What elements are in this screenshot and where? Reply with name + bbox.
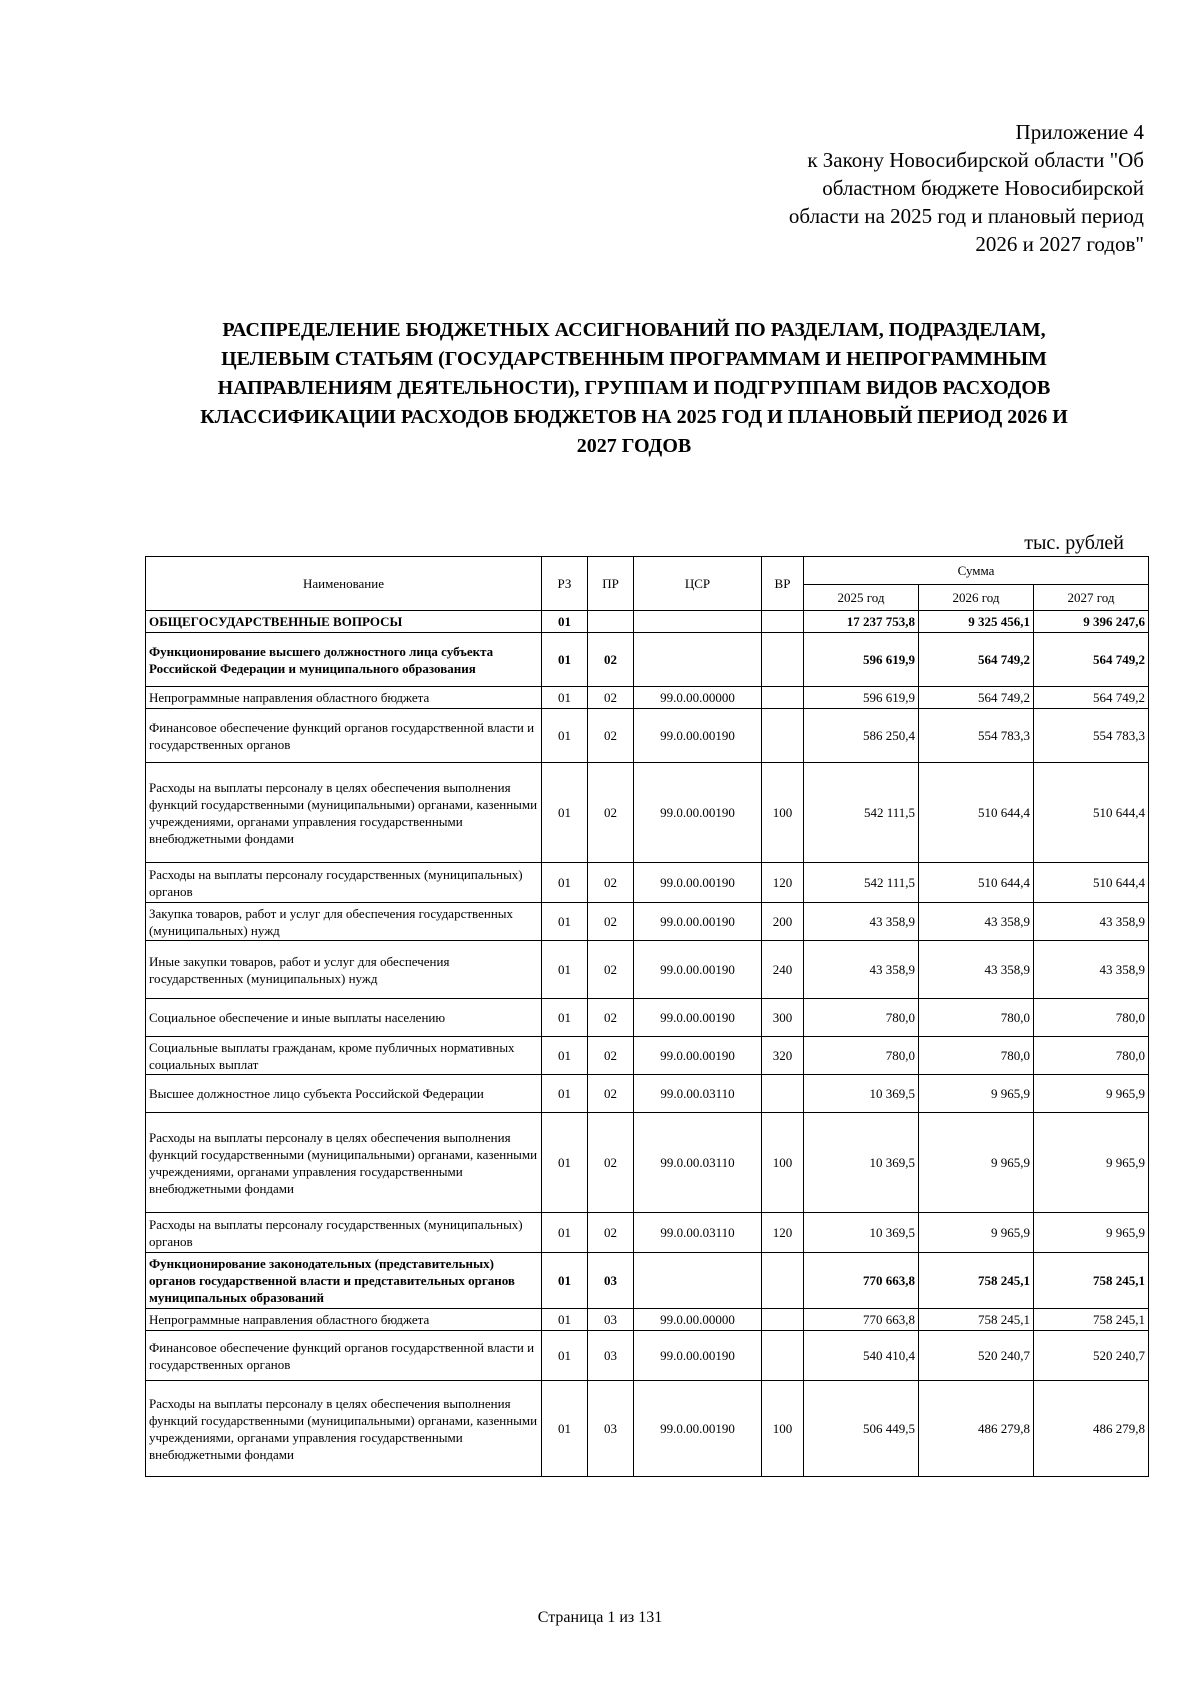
cell-pr [588, 611, 634, 633]
cell-pr: 02 [588, 687, 634, 709]
cell-pr: 02 [588, 941, 634, 999]
table-row [146, 941, 1149, 999]
cell-amount-2026: 554 783,3 [919, 709, 1034, 763]
cell-rz: 01 [542, 1253, 588, 1309]
header-rz: РЗ [542, 557, 588, 611]
cell-pr: 02 [588, 763, 634, 863]
cell-amount-2026: 758 245,1 [919, 1253, 1034, 1309]
cell-amount-2025: 770 663,8 [804, 1309, 919, 1331]
cell-rz: 01 [542, 999, 588, 1037]
cell-amount-2026: 486 279,8 [919, 1381, 1034, 1477]
cell-amount-2027: 9 965,9 [1034, 1113, 1149, 1213]
cell-amount-2025: 17 237 753,8 [804, 611, 919, 633]
cell-name: Финансовое обеспечение функций органов государственной власти и государственных органов [146, 709, 542, 763]
header-year-2027: 2027 год [1034, 585, 1149, 611]
cell-pr: 02 [588, 999, 634, 1037]
cell-rz: 01 [542, 611, 588, 633]
units-label: тыс. рублей [1024, 532, 1124, 554]
cell-amount-2025: 540 410,4 [804, 1331, 919, 1381]
cell-csr: 99.0.00.00190 [634, 1037, 762, 1075]
cell-amount-2026: 510 644,4 [919, 763, 1034, 863]
cell-amount-2027: 758 245,1 [1034, 1309, 1149, 1331]
table-row [146, 1213, 1149, 1253]
cell-pr: 03 [588, 1381, 634, 1477]
cell-csr: 99.0.00.03110 [634, 1213, 762, 1253]
cell-amount-2026: 9 965,9 [919, 1113, 1034, 1213]
table-row [146, 633, 1149, 687]
cell-csr: 99.0.00.03110 [634, 1113, 762, 1213]
table-row [146, 1113, 1149, 1213]
header-year-2026: 2026 год [919, 585, 1034, 611]
cell-rz: 01 [542, 1113, 588, 1213]
cell-amount-2026: 43 358,9 [919, 903, 1034, 941]
cell-name: ОБЩЕГОСУДАРСТВЕННЫЕ ВОПРОСЫ [146, 611, 542, 633]
table-row [146, 709, 1149, 763]
cell-csr: 99.0.00.03110 [634, 1075, 762, 1113]
table-row [146, 1331, 1149, 1381]
cell-csr: 99.0.00.00000 [634, 1309, 762, 1331]
cell-pr: 02 [588, 863, 634, 903]
cell-rz: 01 [542, 1075, 588, 1113]
annex-block [724, 118, 1144, 258]
cell-vr: 100 [762, 1113, 804, 1213]
cell-amount-2027: 510 644,4 [1034, 763, 1149, 863]
cell-name: Непрограммные направления областного бюджета [146, 687, 542, 709]
cell-amount-2025: 596 619,9 [804, 633, 919, 687]
cell-amount-2025: 542 111,5 [804, 863, 919, 903]
cell-vr: 200 [762, 903, 804, 941]
cell-rz: 01 [542, 903, 588, 941]
cell-amount-2025: 770 663,8 [804, 1253, 919, 1309]
cell-csr: 99.0.00.00190 [634, 1381, 762, 1477]
cell-amount-2025: 10 369,5 [804, 1213, 919, 1253]
cell-amount-2027: 780,0 [1034, 999, 1149, 1037]
cell-pr: 02 [588, 1113, 634, 1213]
cell-csr: 99.0.00.00190 [634, 1331, 762, 1381]
cell-vr [762, 1253, 804, 1309]
cell-amount-2026: 564 749,2 [919, 687, 1034, 709]
cell-pr: 02 [588, 1037, 634, 1075]
cell-csr: 99.0.00.00000 [634, 687, 762, 709]
cell-pr: 03 [588, 1253, 634, 1309]
title-line: КЛАССИФИКАЦИИ РАСХОДОВ БЮДЖЕТОВ НА 2025 ГОД И ПЛАНОВЫЙ ПЕРИОД 2026 И [200, 406, 1068, 428]
page-footer: Страница 1 из 131 [537, 1609, 663, 1626]
budget-table-body [146, 611, 1149, 1477]
cell-amount-2027: 43 358,9 [1034, 903, 1149, 941]
cell-amount-2025: 43 358,9 [804, 903, 919, 941]
table-row [146, 763, 1149, 863]
cell-amount-2025: 10 369,5 [804, 1113, 919, 1213]
cell-name: Функционирование высшего должностного лица субъекта Российской Федерации и муниципального образования [146, 633, 542, 687]
cell-amount-2027: 564 749,2 [1034, 633, 1149, 687]
cell-vr [762, 611, 804, 633]
title-line: НАПРАВЛЕНИЯМ ДЕЯТЕЛЬНОСТИ), ГРУППАМ И ПОДГРУППАМ ВИДОВ РАСХОДОВ [217, 377, 1051, 399]
table-row [146, 1253, 1149, 1309]
cell-rz: 01 [542, 633, 588, 687]
cell-amount-2025: 780,0 [804, 1037, 919, 1075]
cell-csr [634, 633, 762, 687]
cell-amount-2027: 520 240,7 [1034, 1331, 1149, 1381]
cell-csr: 99.0.00.00190 [634, 763, 762, 863]
cell-amount-2027: 554 783,3 [1034, 709, 1149, 763]
cell-vr: 100 [762, 763, 804, 863]
cell-amount-2026: 520 240,7 [919, 1331, 1034, 1381]
cell-name: Расходы на выплаты персоналу государственных (муниципальных) органов [146, 1213, 542, 1253]
annex-line: области на 2025 год и плановый период [788, 204, 1144, 228]
cell-amount-2026: 564 749,2 [919, 633, 1034, 687]
document-title [140, 316, 1128, 461]
cell-rz: 01 [542, 863, 588, 903]
cell-pr: 03 [588, 1309, 634, 1331]
table-row [146, 863, 1149, 903]
annex-line: областном бюджете Новосибирской [822, 176, 1144, 200]
cell-csr: 99.0.00.00190 [634, 903, 762, 941]
header-csr: ЦСР [634, 557, 762, 611]
cell-name: Расходы на выплаты персоналу в целях обеспечения выполнения функций государственными (муниципальными) органами, казенными учреждениями, органами управления государственными внебюджетными фондами [146, 1381, 542, 1477]
header-pr: ПР [588, 557, 634, 611]
cell-amount-2026: 43 358,9 [919, 941, 1034, 999]
cell-amount-2025: 780,0 [804, 999, 919, 1037]
cell-name: Расходы на выплаты персоналу государственных (муниципальных) органов [146, 863, 542, 903]
cell-name: Расходы на выплаты персоналу в целях обеспечения выполнения функций государственными (муниципальными) органами, казенными учреждениями, органами управления государственными внебюджетными фондами [146, 1113, 542, 1213]
header-sum: Сумма [804, 557, 1149, 585]
cell-csr: 99.0.00.00190 [634, 941, 762, 999]
cell-name: Финансовое обеспечение функций органов государственной власти и государственных органов [146, 1331, 542, 1381]
cell-amount-2027: 510 644,4 [1034, 863, 1149, 903]
cell-amount-2025: 596 619,9 [804, 687, 919, 709]
cell-rz: 01 [542, 941, 588, 999]
cell-amount-2026: 9 965,9 [919, 1075, 1034, 1113]
cell-vr: 120 [762, 863, 804, 903]
table-row [146, 1309, 1149, 1331]
header-name: Наименование [146, 557, 542, 611]
cell-rz: 01 [542, 1037, 588, 1075]
cell-csr: 99.0.00.00190 [634, 709, 762, 763]
cell-vr: 320 [762, 1037, 804, 1075]
cell-rz: 01 [542, 763, 588, 863]
cell-name: Закупка товаров, работ и услуг для обеспечения государственных (муниципальных) нужд [146, 903, 542, 941]
budget-table [145, 556, 1149, 1477]
cell-name: Иные закупки товаров, работ и услуг для обеспечения государственных (муниципальных) нужд [146, 941, 542, 999]
cell-amount-2026: 780,0 [919, 999, 1034, 1037]
cell-csr: 99.0.00.00190 [634, 999, 762, 1037]
table-row [146, 687, 1149, 709]
cell-name: Социальное обеспечение и иные выплаты населению [146, 999, 542, 1037]
cell-amount-2026: 510 644,4 [919, 863, 1034, 903]
cell-vr: 240 [762, 941, 804, 999]
cell-rz: 01 [542, 1309, 588, 1331]
cell-amount-2027: 9 965,9 [1034, 1213, 1149, 1253]
cell-pr: 02 [588, 633, 634, 687]
table-row [146, 1075, 1149, 1113]
cell-vr [762, 1331, 804, 1381]
cell-amount-2025: 43 358,9 [804, 941, 919, 999]
cell-amount-2026: 9 325 456,1 [919, 611, 1034, 633]
cell-csr [634, 611, 762, 633]
cell-amount-2026: 9 965,9 [919, 1213, 1034, 1253]
title-line: РАСПРЕДЕЛЕНИЕ БЮДЖЕТНЫХ АССИГНОВАНИЙ ПО РАЗДЕЛАМ, ПОДРАЗДЕЛАМ, [222, 319, 1046, 341]
cell-vr [762, 1309, 804, 1331]
cell-csr: 99.0.00.00190 [634, 863, 762, 903]
cell-amount-2027: 758 245,1 [1034, 1253, 1149, 1309]
cell-amount-2026: 780,0 [919, 1037, 1034, 1075]
cell-name: Высшее должностное лицо субъекта Российской Федерации [146, 1075, 542, 1113]
cell-rz: 01 [542, 709, 588, 763]
cell-vr [762, 1075, 804, 1113]
cell-amount-2027: 486 279,8 [1034, 1381, 1149, 1477]
table-row [146, 611, 1149, 633]
table-row [146, 1037, 1149, 1075]
cell-amount-2025: 10 369,5 [804, 1075, 919, 1113]
annex-line: к Закону Новосибирской области "Об [807, 148, 1144, 172]
cell-vr [762, 633, 804, 687]
cell-vr [762, 709, 804, 763]
cell-pr: 02 [588, 1075, 634, 1113]
cell-name: Непрограммные направления областного бюджета [146, 1309, 542, 1331]
cell-amount-2027: 564 749,2 [1034, 687, 1149, 709]
annex-line: 2026 и 2027 годов" [975, 232, 1144, 256]
cell-name: Социальные выплаты гражданам, кроме публичных нормативных социальных выплат [146, 1037, 542, 1075]
cell-amount-2026: 758 245,1 [919, 1309, 1034, 1331]
header-vr: ВР [762, 557, 804, 611]
title-line: 2027 ГОДОВ [576, 435, 692, 457]
cell-name: Функционирование законодательных (представительных) органов государственной власти и представительных органов муниципальных образований [146, 1253, 542, 1309]
cell-vr: 100 [762, 1381, 804, 1477]
cell-amount-2027: 9 965,9 [1034, 1075, 1149, 1113]
cell-vr: 120 [762, 1213, 804, 1253]
cell-pr: 02 [588, 1213, 634, 1253]
cell-amount-2027: 43 358,9 [1034, 941, 1149, 999]
cell-rz: 01 [542, 1331, 588, 1381]
cell-rz: 01 [542, 1381, 588, 1477]
table-row [146, 903, 1149, 941]
cell-rz: 01 [542, 687, 588, 709]
cell-amount-2025: 506 449,5 [804, 1381, 919, 1477]
cell-vr: 300 [762, 999, 804, 1037]
cell-amount-2025: 542 111,5 [804, 763, 919, 863]
table-row [146, 999, 1149, 1037]
cell-rz: 01 [542, 1213, 588, 1253]
cell-vr [762, 687, 804, 709]
cell-amount-2025: 586 250,4 [804, 709, 919, 763]
annex-line: Приложение 4 [1015, 120, 1144, 144]
cell-csr [634, 1253, 762, 1309]
cell-pr: 03 [588, 1331, 634, 1381]
cell-amount-2027: 780,0 [1034, 1037, 1149, 1075]
cell-pr: 02 [588, 709, 634, 763]
cell-name: Расходы на выплаты персоналу в целях обеспечения выполнения функций государственными (муниципальными) органами, казенными учреждениями, органами управления государственными внебюджетными фондами [146, 763, 542, 863]
title-line: ЦЕЛЕВЫМ СТАТЬЯМ (ГОСУДАРСТВЕННЫМ ПРОГРАММАМ И НЕПРОГРАММНЫМ [221, 348, 1047, 370]
header-year-2025: 2025 год [804, 585, 919, 611]
cell-amount-2027: 9 396 247,6 [1034, 611, 1149, 633]
cell-pr: 02 [588, 903, 634, 941]
table-row [146, 1381, 1149, 1477]
